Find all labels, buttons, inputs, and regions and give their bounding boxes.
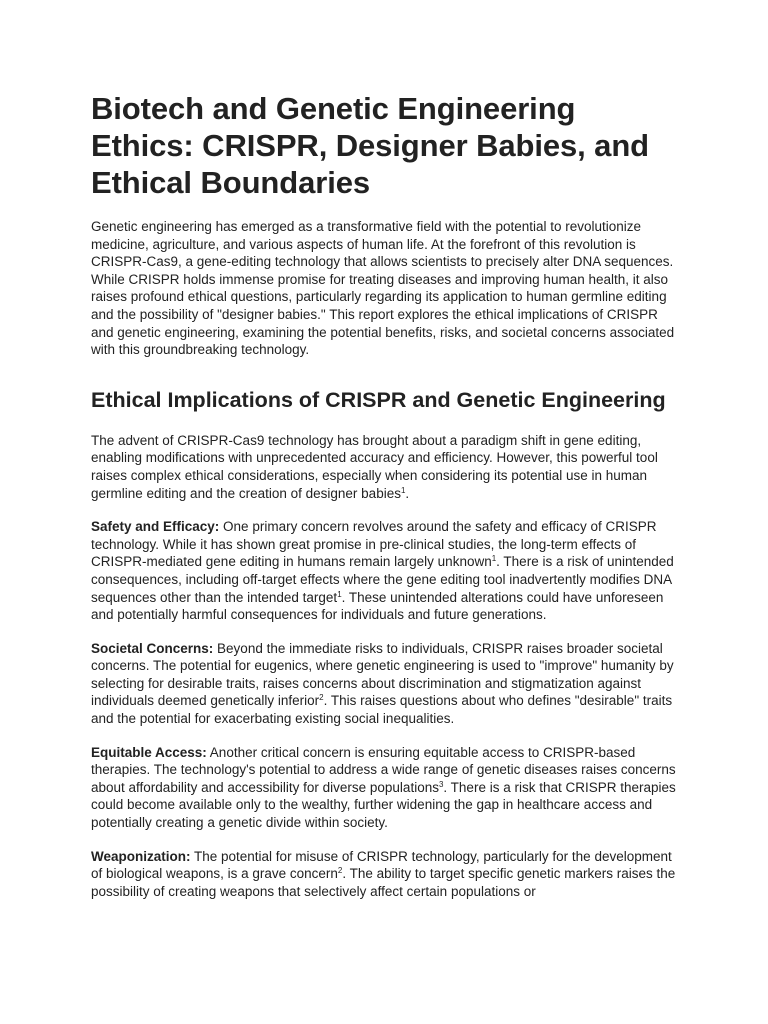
societal-text-2: . This raises questions about who defines "desirable" traits and the potential for exacerbating existing social inequalities.: [91, 693, 673, 727]
citation-ref: 3: [438, 779, 444, 789]
societal-label: Societal Concerns:: [91, 640, 214, 656]
citation-ref: 2: [319, 693, 324, 703]
access-paragraph: [91, 744, 681, 832]
safety-label: Safety and Efficacy:: [91, 519, 220, 535]
citation-ref: 1: [400, 485, 406, 495]
section-heading: Ethical Implications of CRISPR and Genetic Engineering: [91, 387, 666, 412]
intro-paragraph: Genetic engineering has emerged as a transformative field with the potential to revolutionize medicine, agriculture, and various aspects of human life. At the forefront of this revolution is CRISPR-Cas9, a gene-editing technology that allows scientists to precisely alter DNA sequences. While CRISPR holds immense promise for treating diseases and improving human health, it also raises profound ethical questions, particularly regarding its application to human germline editing and the possibility of "designer babies." This report explores the ethical implications of CRISPR and genetic engineering, examining the potential benefits, risks, and societal concerns associated with this groundbreaking technology.: [91, 219, 675, 358]
weaponization-paragraph: [91, 848, 681, 901]
lead-end: .: [405, 485, 410, 501]
societal-text-1: Beyond the immediate risks to individuals, CRISPR raises broader societal concerns. The potential for eugenics, where genetic engineering is used to "improve" humanity by selecting for desirable traits, raises concerns about discrimination and stigmatization against individuals deemed genetically inferior: [91, 640, 674, 709]
citation-ref: 2: [337, 866, 343, 876]
citation-ref: 1: [491, 554, 497, 564]
weaponization-text-1: The potential for misuse of CRISPR technology, particularly for the development of biological weapons, is a grave concern: [91, 848, 672, 882]
access-text-2: . There is a risk that CRISPR therapies could become available only to the wealthy, further widening the gap in healthcare access and potentially creating a genetic divide within society.: [91, 779, 676, 831]
weaponization-label: Weaponization:: [91, 848, 191, 864]
document-title: Biotech and Genetic Engineering Ethics: CRISPR, Designer Babies, and Ethical Boundaries: [91, 91, 649, 200]
safety-text-1: One primary concern revolves around the safety and efficacy of CRISPR technology. While it has shown great promise in pre-clinical studies, the long-term effects of CRISPR-mediated gene editing in humans remain largely unknown: [91, 519, 657, 570]
safety-paragraph: [91, 518, 681, 624]
safety-text-3: . These unintended alterations could have unforeseen and potentially harmful consequences for individuals and future generations.: [91, 589, 664, 623]
weaponization-text-2: . The ability to target specific genetic markers raises the possibility of creating weapons that selectively affect certain populations or: [91, 866, 676, 899]
safety-text-2: . There is a risk of unintended consequences, including off-target effects where the gene editing tool inadvertently modifies DNA sequences other than the intended target: [91, 554, 674, 605]
citation-ref: 1: [337, 589, 342, 599]
document-content: [91, 90, 681, 916]
access-text-1: Another critical concern is ensuring equitable access to CRISPR-based therapies. The technology's potential to address a wide range of genetic diseases raises concerns about affordability and accessibility for diverse populations: [91, 744, 676, 795]
societal-paragraph: [91, 640, 681, 728]
lead-text: The advent of CRISPR-Cas9 technology has brought about a paradigm shift in gene editing, enabling modifications with unprecedented accuracy and efficiency. However, this powerful tool raises complex ethical considerations, especially when considering its potential use in human germline editing and the creation of designer babies: [91, 432, 658, 501]
access-label: Equitable Access:: [91, 744, 207, 760]
section-lead-paragraph: [91, 432, 681, 502]
